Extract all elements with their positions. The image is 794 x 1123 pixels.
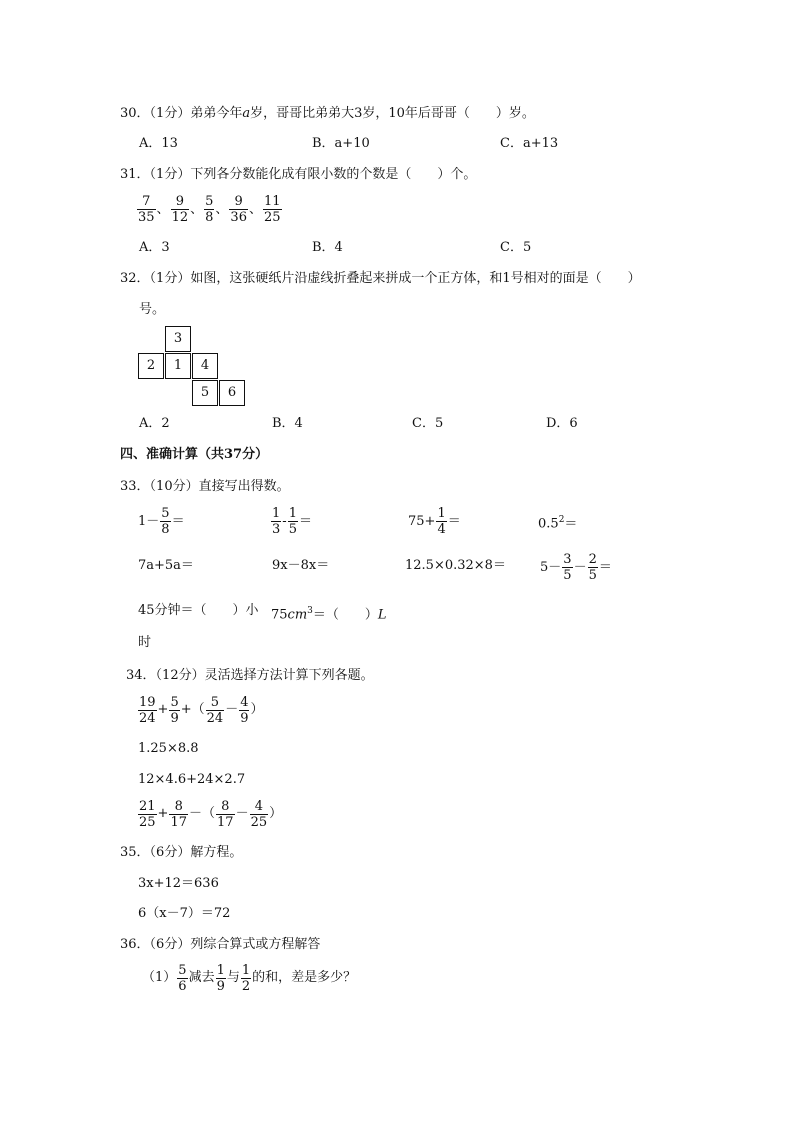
q33-expr-4 (538, 512, 577, 532)
fraction (216, 963, 226, 994)
fraction-denominator: 4 (437, 522, 446, 537)
separator: 、 (248, 201, 262, 217)
fraction (271, 506, 281, 537)
q35-equation-2: 6（x－7）＝72 (138, 906, 231, 921)
q32-option-a: A．2 (139, 416, 170, 431)
q34-expr-4 (137, 798, 282, 831)
fraction-numerator: 21 (139, 798, 156, 814)
blank: ＝（ ） (312, 607, 378, 623)
cube-net-face-4: 4 (192, 353, 218, 379)
q33-expr-9-wrap: 时 (138, 635, 152, 650)
q34-stem: 34．（12分）灵活选择方法计算下列各题。 (126, 668, 374, 683)
q35-equation-1: 3x+12＝636 (138, 876, 219, 891)
part-label: （1） (142, 970, 177, 985)
q34-expr-1 (137, 694, 264, 727)
fraction-denominator: 25 (250, 814, 268, 830)
operator: + (157, 702, 169, 717)
q31-fraction-list (136, 194, 283, 225)
q33-stem: 33．（10分）直接写出得数。 (120, 479, 290, 494)
number: 0.5 (538, 516, 559, 532)
q33-expr-2 (270, 506, 312, 537)
operator: +（ (180, 702, 205, 717)
q33-expr-8 (540, 552, 612, 583)
exponent: 3 (307, 606, 313, 616)
fraction-numerator: 8 (169, 799, 188, 815)
separator: 、 (215, 201, 229, 217)
q33-expr-6: 9x－8x＝ (272, 558, 330, 573)
fraction-numerator: 4 (240, 694, 249, 710)
operator: － (573, 559, 587, 575)
number: 75+ (408, 513, 436, 529)
q31-fraction-4 (229, 194, 248, 225)
q31-fraction-2 (171, 194, 190, 225)
q30-stem (120, 106, 535, 122)
q30-option-b: B．a+10 (312, 136, 370, 151)
q31-fraction-3 (204, 194, 214, 225)
number: 1 (138, 513, 147, 529)
fraction (169, 695, 179, 726)
fraction-denominator: 3 (272, 522, 281, 537)
fraction (436, 506, 446, 537)
fraction-denominator: 36 (230, 210, 247, 225)
fraction-denominator: 2 (241, 978, 251, 994)
fraction-numerator: 1 (216, 962, 225, 978)
cube-net-face-2: 2 (138, 353, 164, 379)
fraction-numerator: 5 (161, 506, 170, 521)
separator: 、 (156, 201, 170, 217)
text: 减去 (188, 970, 215, 985)
fraction-denominator: 5 (588, 568, 597, 583)
q31-option-c: C．5 (500, 240, 532, 255)
fraction (138, 695, 157, 726)
fraction (288, 506, 298, 537)
q31-option-b: B．4 (312, 240, 343, 255)
fraction-denominator: 12 (171, 210, 189, 225)
fraction (562, 552, 572, 583)
fraction (588, 552, 598, 583)
q32-stem-line-2: 号。 (139, 302, 166, 317)
equals-sign: ＝ (598, 559, 612, 575)
unit: cm (287, 607, 308, 623)
equals-sign: ＝ (447, 513, 461, 529)
q32-option-c: C．5 (412, 416, 444, 431)
operator: － (225, 702, 239, 717)
q35-stem: 35．（6分）解方程。 (120, 845, 243, 860)
number: 75 (271, 607, 288, 623)
fraction-denominator: 5 (563, 568, 572, 583)
cube-net-diagram (138, 326, 248, 406)
fraction-numerator: 9 (229, 194, 248, 210)
fraction-denominator: 35 (138, 210, 155, 225)
equals-sign: ＝ (171, 513, 185, 529)
q30-stem-part-b: 岁，哥哥比弟弟大3岁，10年后哥哥（ ）岁。 (250, 106, 535, 121)
text: 的和，差是多少？ (252, 970, 357, 985)
fraction (160, 506, 170, 537)
fraction (216, 799, 235, 830)
fraction-denominator: 8 (161, 522, 170, 537)
q33-expr-5: 7a+5a＝ (138, 558, 194, 573)
q30-stem-part-a: 30．（1分）弟弟今年 (120, 106, 243, 121)
fraction-numerator: 4 (250, 799, 269, 815)
fraction-numerator: 5 (206, 695, 225, 711)
fraction (206, 695, 225, 726)
text: 与 (226, 970, 240, 985)
operator: － (235, 806, 249, 821)
q34-expr-3: 12×4.6+24×2.7 (138, 772, 246, 787)
fraction (239, 695, 249, 726)
fraction-denominator: 9 (240, 710, 249, 726)
q31-fraction-1 (137, 194, 156, 225)
fraction-numerator: 9 (171, 194, 190, 210)
q30-variable: a (242, 106, 251, 121)
fraction-numerator: 5 (170, 694, 179, 710)
q32-option-b: B．4 (272, 416, 303, 431)
fraction-numerator: 2 (588, 552, 597, 567)
fraction-denominator: 9 (170, 710, 179, 726)
operator: + (157, 806, 169, 821)
q33-expr-3 (408, 506, 461, 537)
fraction-numerator: 1 (437, 506, 446, 521)
fraction-numerator: 1 (241, 962, 251, 978)
fraction-numerator: 7 (137, 194, 156, 210)
q33-expr-9: 45分钟＝（ ）小 (138, 603, 259, 618)
fraction-denominator: 25 (139, 814, 156, 830)
equals-sign: ＝ (564, 516, 578, 532)
cube-net-face-3: 3 (165, 326, 191, 352)
fraction (177, 963, 187, 994)
q33-expr-10 (271, 603, 387, 623)
fraction-numerator: 8 (216, 799, 235, 815)
fraction-numerator: 11 (263, 194, 281, 209)
q31-fraction-5 (263, 194, 282, 225)
fraction-denominator: 6 (178, 978, 187, 994)
fraction-numerator: 1 (288, 506, 297, 521)
fraction-numerator: 5 (205, 194, 214, 209)
fraction-numerator: 5 (178, 962, 187, 978)
fraction-denominator: 17 (170, 814, 187, 830)
cube-net-face-5: 5 (192, 380, 218, 406)
fraction-denominator: 8 (205, 210, 214, 225)
fraction-denominator: 9 (216, 978, 225, 994)
operator: － (146, 513, 160, 529)
q36-stem: 36．（6分）列综合算式或方程解答 (120, 937, 321, 952)
exponent: 2 (558, 515, 565, 525)
q32-option-d: D．6 (546, 416, 578, 431)
fraction (250, 799, 269, 830)
q31-stem: 31．（1分）下列各分数能化成有限小数的个数是（ ）个。 (120, 167, 477, 182)
paren: ） (250, 702, 264, 717)
paren: ） (269, 806, 283, 821)
unit: L (377, 607, 387, 623)
q36-part-1 (142, 962, 356, 995)
fraction-numerator: 1 (272, 506, 281, 521)
q34-expr-2: 1.25×8.8 (138, 741, 199, 756)
cube-net-face-6: 6 (219, 380, 245, 406)
fraction (241, 963, 251, 994)
fraction-numerator: 19 (139, 694, 156, 710)
number: 5－ (540, 559, 562, 575)
fraction-denominator: 17 (217, 814, 234, 830)
fraction-denominator: 24 (139, 710, 156, 726)
fraction-numerator: 3 (563, 552, 572, 567)
equals-sign: ＝ (298, 513, 312, 529)
fraction-denominator: 24 (206, 710, 224, 726)
fraction (169, 799, 188, 830)
cube-net-face-1: 1 (165, 353, 191, 379)
operator: －（ (189, 806, 216, 821)
operator: - (282, 513, 287, 529)
q32-stem-line-1: 32．（1分）如图，这张硬纸片沿虚线折叠起来拼成一个正方体，和1号相对的面是（ ） (120, 271, 641, 286)
fraction-denominator: 25 (263, 210, 281, 225)
fraction-denominator: 5 (288, 522, 297, 537)
q33-expr-1 (138, 506, 185, 537)
separator: 、 (190, 201, 204, 217)
section-heading: 四、准确计算（共37分） (120, 447, 269, 462)
q33-expr-7: 12.5×0.32×8＝ (405, 558, 506, 573)
q30-option-a: A．13 (139, 136, 178, 151)
fraction (138, 799, 157, 830)
q30-option-c: C．a+13 (500, 136, 559, 151)
q31-option-a: A．3 (139, 240, 170, 255)
